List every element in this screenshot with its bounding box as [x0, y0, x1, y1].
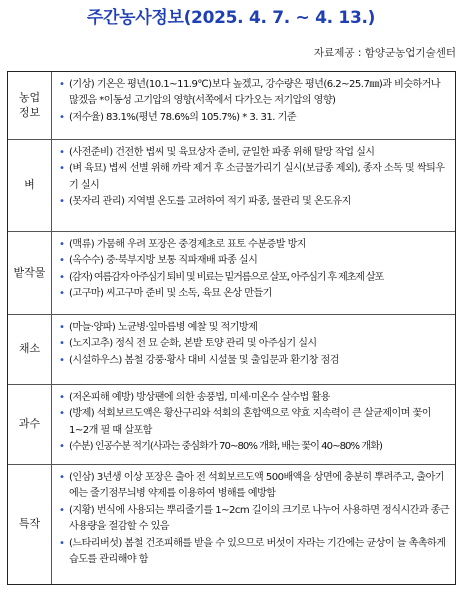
list-item: • (기상) 기온은 평년(10.1~11.9℃)보다 높겠고, 강수량은 평년(6.2~25.7㎜)과 비슷하거나 많겠음 *이동성 고기압의 영향(서쪽에서 다가오는 저기압의 영향) [58, 77, 450, 110]
table-row-vegetables [8, 314, 455, 384]
list-item: • (사전준비) 건전한 볍씨 및 육묘상자 준비, 균일한 파종 위해 탈망 작업 실시 [58, 145, 450, 161]
table-row-field-crops [8, 231, 455, 314]
row-content [52, 140, 455, 231]
table-row-fruit-trees [8, 384, 455, 464]
list-item: • (노지고추) 정식 전 묘 순화, 본밭 토양 관리 및 아주심기 실시 [58, 336, 450, 352]
row-content [52, 385, 455, 464]
page-title: 주간농사정보(2025. 4. 7. ~ 4. 13.) [86, 8, 376, 28]
list-item: • (감자) 여름감자 아주심기 퇴비 및 비료는 밑거름으로 살포, 아주심기 후 제초제 살포 [58, 270, 450, 286]
row-category: 특작 [8, 465, 52, 584]
row-content [52, 72, 455, 139]
list-item: • (방제) 석회보르도액은 황산구리와 석회의 혼합액으로 약효 지속력이 큰 살균제이며 꽃이 1~2개 필 때 살포함 [58, 406, 450, 439]
list-item: • (수분) 인공수분 적기(사과는 중심화가 70~80% 개화, 배는 꽃이 40~80% 개화) [58, 439, 450, 455]
row-content [52, 315, 455, 384]
list-item: • (마늘·양파) 노균병·잎마름병 예찰 및 적기방제 [58, 320, 450, 336]
list-item: • (옥수수) 중·북부지방 보통 직파재배 파종 실시 [58, 253, 450, 269]
row-content [52, 232, 455, 314]
source-credit: 자료제공 : 함양군농업기술센터 [313, 47, 456, 59]
list-item: • (인삼) 3년생 이상 포장은 출아 전 석회보르도액 500배액을 상면에 충분히 뿌려주고, 출아기에는 줄기점무늬병 약제를 이용하여 병해를 예방함 [58, 470, 450, 503]
table-row-special-crops [8, 464, 455, 584]
row-content [52, 465, 455, 584]
list-item: • (지황) 번식에 사용되는 뿌리줄기를 1~2cm 길이의 크기로 나누어 사용하면 정식시간과 종근 사용량을 절감할 수 있음 [58, 503, 450, 536]
list-item: • (못자리 관리) 지역별 온도를 고려하여 적기 파종, 물관리 및 온도유지 [58, 194, 450, 210]
farming-info-table [7, 71, 456, 585]
table-row-rice [8, 139, 455, 231]
list-item: • (맥류) 가뭄해 우려 포장은 중경제초로 표토 수분증발 방지 [58, 237, 450, 253]
row-category: 벼 [8, 140, 52, 231]
row-category: 채소 [8, 315, 52, 384]
row-category: 농업 정보 [8, 72, 52, 139]
list-item: • (고구마) 씨고구마 준비 및 소독, 육묘 온상 만들기 [58, 286, 450, 302]
list-item: • (벼 육묘) 볍씨 선별 위해 까락 제거 후 소금물가리기 실시(보급종 제외), 종자 소독 및 싹틔우기 실시 [58, 161, 450, 194]
row-category: 과수 [8, 385, 52, 464]
list-item: • (느타리버섯) 봄철 건조피해를 받을 수 있으므로 버섯이 자라는 기간에는 균상이 늘 촉촉하게 습도를 관리해야 함 [58, 536, 450, 569]
list-item: • (시설하우스) 봄철 강풍·황사 대비 시설물 및 출입문과 환기창 점검 [58, 353, 450, 369]
list-item: • (저온피해 예방) 방상팬에 의한 송풍법, 미세·미온수 살수법 활용 [58, 390, 450, 406]
row-category: 밭작물 [8, 232, 52, 314]
table-row-weather [8, 72, 455, 139]
list-item: • (저수율) 83.1%(평년 78.6%의 105.7%) * 3. 31. 기준 [58, 110, 450, 126]
